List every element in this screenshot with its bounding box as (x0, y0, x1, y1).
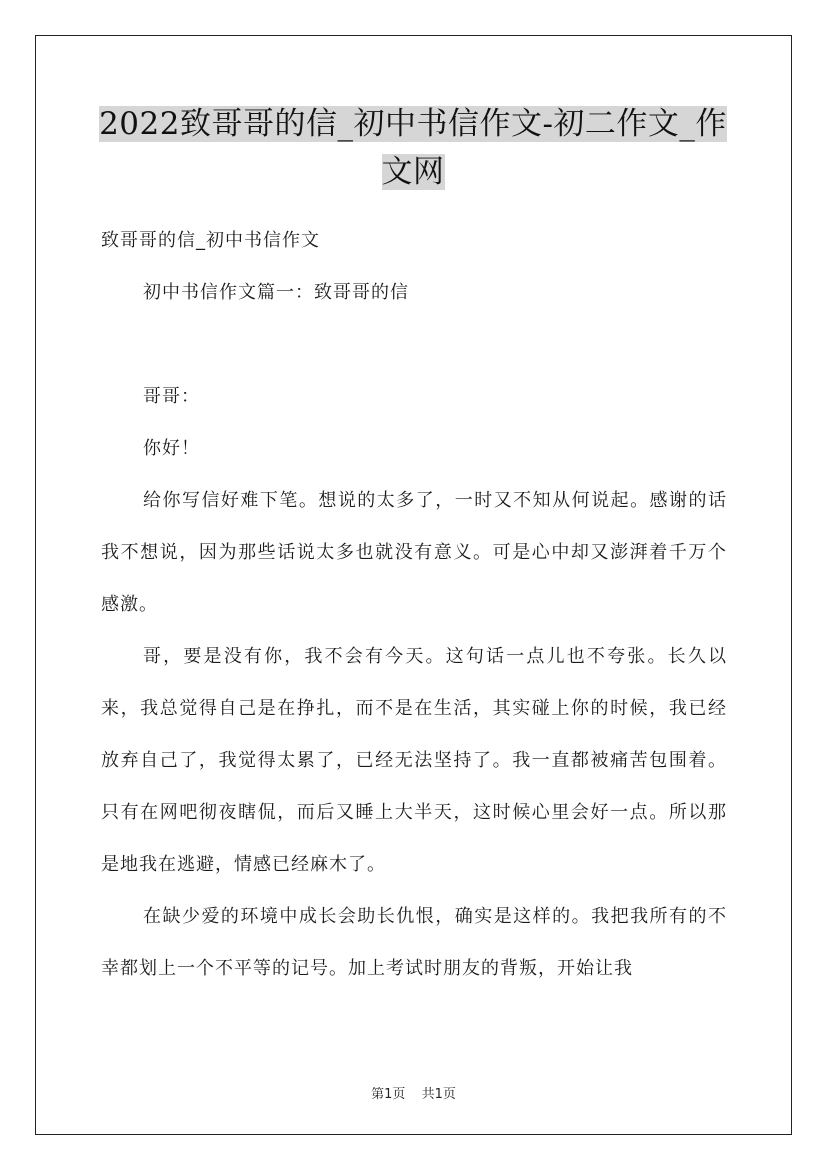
subtitle-line: 致哥哥的信_初中书信作文 (101, 230, 320, 251)
page-number: 第1页 (371, 1087, 406, 1102)
title-text: 2022致哥哥的信_初中书信作文-初二作文_作文网 (99, 106, 727, 190)
document-title (98, 100, 728, 196)
greeting: 你好！ (143, 438, 200, 459)
section-heading: 初中书信作文篇一：致哥哥的信 (143, 282, 409, 303)
paragraph-2: 哥，要是没有你，我不会有今天。这句话一点儿也不夸张。长久以来，我总觉得自己是在挣扎，而不是在生活，其实碰上你的时候，我已经放弃自己了，我觉得太累了，已经无法坚持了。我一直都被痛苦包围着。只有在网吧彻夜瞎侃，而后又睡上大半天，这时候心里会好一点。所以那是地我在逃避，情感已经麻木了。 (101, 646, 727, 875)
page-total: 共1页 (421, 1087, 456, 1102)
blank-line (101, 319, 727, 371)
paragraph-3: 在缺少爱的环境中成长会助长仇恨，确实是这样的。我把我所有的不幸都划上一个不平等的记号。加上考试时朋友的背叛，开始让我 (101, 906, 727, 979)
page-footer (0, 1083, 827, 1102)
salutation: 哥哥： (143, 386, 200, 407)
paragraph-1: 给你写信好难下笔。想说的太多了，一时又不知从何说起。感谢的话我不想说，因为那些话说太多也就没有意义。可是心中却又澎湃着千万个感激。 (101, 490, 727, 615)
document-body (101, 215, 727, 995)
